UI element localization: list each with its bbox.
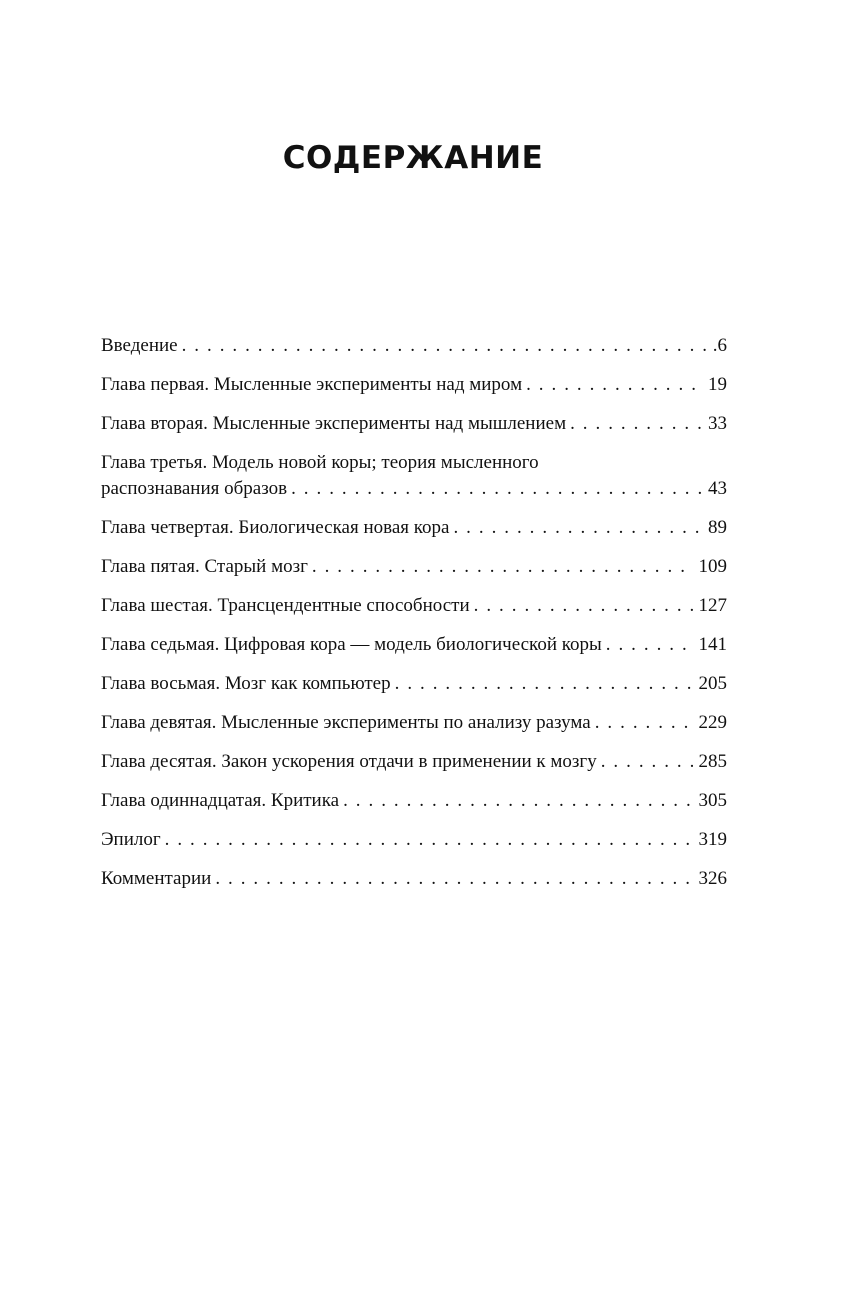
- toc-entry-title: распознавания образов: [101, 477, 288, 499]
- toc-entry-page: .6: [712, 335, 727, 356]
- toc-entry-page: 326: [698, 867, 727, 889]
- table-of-contents: [101, 333, 727, 905]
- dot-leader: [165, 827, 693, 853]
- toc-entry-page: 89: [708, 516, 727, 538]
- toc-entry-title: Введение: [101, 335, 178, 356]
- toc-entry-title: Глава пятая. Старый мозг: [101, 555, 308, 577]
- toc-entry-page: 33: [708, 413, 727, 434]
- toc-entry-page: 285: [698, 750, 727, 772]
- toc-entry-page: 305: [698, 789, 727, 811]
- toc-entry-page: 43: [708, 477, 727, 499]
- toc-entry-page: 109: [698, 555, 727, 577]
- toc-entry-chapter-7[interactable]: [101, 632, 727, 658]
- dot-leader: [570, 411, 702, 437]
- dot-leader: [595, 710, 693, 736]
- dot-leader: [606, 632, 693, 658]
- toc-entry-introduction[interactable]: [101, 333, 727, 359]
- toc-entry-page: 229: [698, 711, 727, 733]
- toc-entry-chapter-10[interactable]: [101, 749, 727, 775]
- toc-entry-chapter-1[interactable]: [101, 372, 727, 398]
- toc-entry-title: Глава девятая. Мысленные эксперименты по анализу разума: [101, 711, 591, 733]
- toc-entry-chapter-5[interactable]: [101, 554, 727, 580]
- toc-entry-title-line1: Глава третья. Модель новой коры; теория мысленного: [101, 452, 539, 473]
- dot-leader: [474, 593, 693, 619]
- toc-entry-page: 141: [698, 633, 727, 655]
- toc-entry-title: Глава четвертая. Биологическая новая кора: [101, 516, 450, 538]
- toc-entry-title: Глава восьмая. Мозг как компьютер: [101, 672, 391, 694]
- dot-leader: [312, 554, 693, 580]
- toc-entry-title: Комментарии: [101, 867, 212, 889]
- toc-entry-chapter-9[interactable]: [101, 710, 727, 736]
- toc-entry-title: Глава седьмая. Цифровая кора — модель биологической коры: [101, 633, 602, 655]
- toc-entry-title: Глава десятая. Закон ускорения отдачи в применении к мозгу: [101, 750, 597, 772]
- toc-entry-comments[interactable]: [101, 866, 727, 892]
- toc-entry-page: 205: [698, 672, 727, 694]
- dot-leader: [215, 866, 692, 892]
- dot-leader: [343, 788, 692, 814]
- toc-entry-chapter-2[interactable]: [101, 411, 727, 437]
- dot-leader: [182, 333, 712, 359]
- dot-leader: [395, 671, 693, 697]
- toc-entry-title: Глава одиннадцатая. Критика: [101, 789, 340, 811]
- toc-entry-chapter-3[interactable]: [101, 450, 727, 501]
- toc-entry-title: Глава шестая. Трансцендентные способности: [101, 594, 470, 616]
- toc-entry-page: 319: [698, 828, 727, 850]
- dot-leader: [291, 476, 702, 502]
- toc-entry-title: Эпилог: [101, 828, 161, 850]
- dot-leader: [601, 749, 693, 775]
- toc-entry-epilogue[interactable]: [101, 827, 727, 853]
- toc-entry-page: 19: [708, 374, 727, 395]
- dot-leader: [453, 515, 702, 541]
- dot-leader: [526, 372, 702, 398]
- toc-entry-chapter-6[interactable]: [101, 593, 727, 619]
- page-title: СОДЕРЖАНИЕ: [282, 140, 544, 176]
- toc-entry-chapter-4[interactable]: [101, 515, 727, 541]
- toc-entry-chapter-11[interactable]: [101, 788, 727, 814]
- toc-entry-page: 127: [698, 594, 727, 616]
- toc-entry-chapter-8[interactable]: [101, 671, 727, 697]
- toc-entry-title: Глава вторая. Мысленные эксперименты над мышлением: [101, 413, 567, 434]
- toc-entry-title: Глава первая. Мысленные эксперименты над миром: [101, 374, 523, 395]
